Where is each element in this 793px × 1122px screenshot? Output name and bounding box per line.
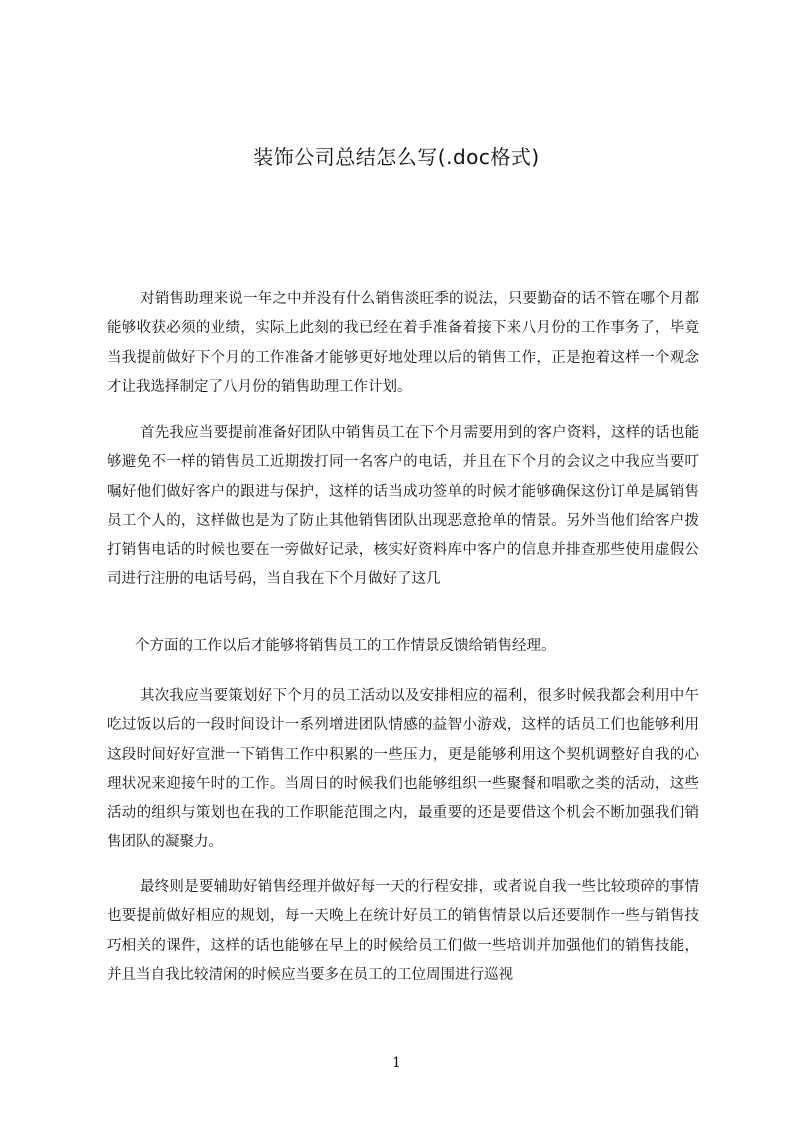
paragraph-customer-data: 首先我应当要提前准备好团队中销售员工在下个月需要用到的客户资料，这样的话也能够避免不一样的销售员工近期拨打同一名客户的电话，并且在下个月的会议之中我应当要叮嘱好他们做好客户的跟进与保护，这样的话当成功签单的时候才能够确保这份订单是属销售员工个人的，这样做也是为了防止其他销售团队出现恶意抢单的情景。另外当他们给客户拨打销售电话的时候也要在一旁做好记录，核实好资料库中客户的信息并排查那些使用虚假公司进行注册的电话号码，当自我在下个月做好了这几 [107, 425, 699, 588]
paragraph-intro: 对销售助理来说一年之中并没有什么销售淡旺季的说法，只要勤奋的话不管在哪个月都能够收获必须的业绩，实际上此刻的我已经在着手准备着接下来八月份的工作事务了，毕竟当我提前做好下个月的工作准备才能够更好地处理以后的销售工作，正是抱着这样一个观念才让我选择制定了八月份的销售助理工作计划。 [107, 291, 699, 395]
document-title: 装饰公司总结怎么写(.doc格式) [253, 145, 540, 169]
paragraph-continuation: 个方面的工作以后才能够将销售员工的工作情景反馈给销售经理。 [135, 638, 556, 654]
paragraph-assist-manager: 最终则是要辅助好销售经理并做好每一天的行程安排，或者说自我一些比较琐碎的事情也要提前做好相应的规划，每一天晚上在统计好员工的销售情景以后还要制作一些与销售技巧相关的课件，这样的话也能够在早上的时候给员工们做一些培训并加强他们的销售技能，并且当自我比较清闲的时候应当要多在员工的工位周围进行巡视 [107, 879, 699, 983]
paragraph-team-activities: 其次我应当要策划好下个月的员工活动以及安排相应的福利，很多时候我都会利用中午吃过饭以后的一段时间设计一系列增进团队情感的益智小游戏，这样的话员工们也能够利用这段时间好好宣泄一下销售工作中积累的一些压力，更是能够利用这个契机调整好自我的心理状况来迎接午时的工作。当周日的时候我们也能够组织一些聚餐和唱歌之类的活动，这些活动的组织与策划也在我的工作职能范围之内，最重要的还是要借这个机会不断加强我们销售团队的凝聚力。 [107, 688, 699, 851]
page-number: 1 [392, 1055, 401, 1071]
